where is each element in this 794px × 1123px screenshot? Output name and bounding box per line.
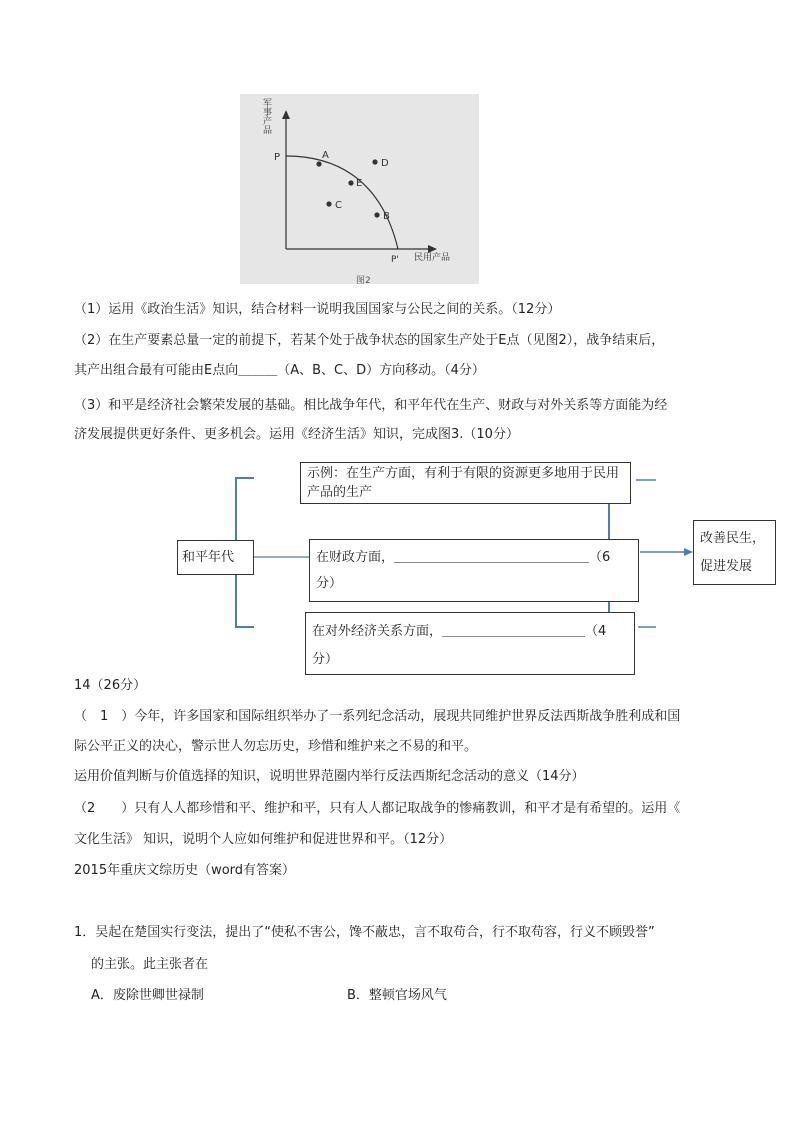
fiscal-box [309,539,639,602]
production-text: 示例：在生产方面，有利于有限的资源更多地用于民用产品的生产 [307,466,620,500]
option-a: A．废除世卿世禄制 [91,988,204,1003]
history-q1-line-1: 1．吴起在楚国实行变法，提出了“使私不害公，馋不蔽忠，言不取苟合，行不取苟容，行义不顾毁誉” [74,925,655,940]
label-e: E [356,178,363,189]
peace-era-box [177,540,254,575]
q14-part1-line-2: 际公平正义的决心，警示世人勿忘历史，珍惜和维护来之不易的和平。 [74,739,478,754]
arrow-right-icon [684,548,693,556]
question-2-line-1: （2）在生产要素总量一定的前提下，若某个处于战争状态的国家生产处于E点（见图2），战争结束后， [74,333,665,348]
question-3-line-1: （3）和平是经济社会繁荣发展的基础。相比战争年代，和平年代在生产、财政与对外关系等方面能为经 [74,398,668,413]
question-3-line-2: 济发展提供更好条件、更多机会。运用《经济生活》知识，完成图3.（10分） [74,427,519,442]
q14-part2-line-1: （2 ）只有人人都珍惜和平、维护和平，只有人人都记取战争的惨痛教训，和平才是有希望的。运用《 [74,801,681,816]
question-2-line-2: 其产出组合最有可能由E点向＿＿＿（A、B、C、D）方向移动。（4分） [74,363,485,378]
foreign-text-line-1: 在对外经济关系方面，＿＿＿＿＿＿＿＿＿＿＿（4 [312,624,607,639]
y-axis-label: 军事产品 [261,98,271,134]
result-line-1: 改善民生， [700,531,766,546]
figure-caption: 图2 [356,276,371,284]
q14-part1-line-3: 运用价值判断与价值选择的知识，说明世界范圈内举行反法西斯纪念活动的意义（14分） [74,769,585,784]
fiscal-text-line-2: 分） [316,576,343,591]
q14-header: 14（26分） [74,678,147,693]
label-b: B [383,211,390,222]
label-c: C [335,200,342,211]
x-axis-label: 民用产品 [414,253,451,263]
foreign-economy-box [305,612,635,675]
production-box [300,462,631,504]
label-p: P [274,152,281,163]
label-a: A [322,150,329,161]
option-b: B．整顿官场风气 [347,988,447,1003]
q14-part1-line-1: （ 1 ）今年，许多国家和国际组织举办了一系列纪念活动，展现共同维护世界反法西斯战争胜利成和国 [74,709,681,724]
history-title: 2015年重庆文综历史（word有答案） [74,863,296,878]
result-line-2: 促进发展 [700,559,753,574]
question-1: （1）运用《政治生活》知识，结合材料一说明我国国家与公民之间的关系。（12分） [74,302,561,317]
foreign-text-line-2: 分） [312,652,339,667]
peace-era-label: 和平年代 [182,550,235,565]
label-p-prime: P' [391,255,399,265]
label-d: D [381,158,389,169]
q14-part2-line-2: 文化生活》 知识，说明个人应如何维护和促进世界和平。（12分） [74,832,453,847]
result-box [693,520,776,585]
history-q1-line-2: 的主张。此主张者在 [91,957,209,972]
fiscal-text-line-1: 在财政方面，＿＿＿＿＿＿＿＿＿＿＿＿＿＿＿（6 [316,550,611,565]
